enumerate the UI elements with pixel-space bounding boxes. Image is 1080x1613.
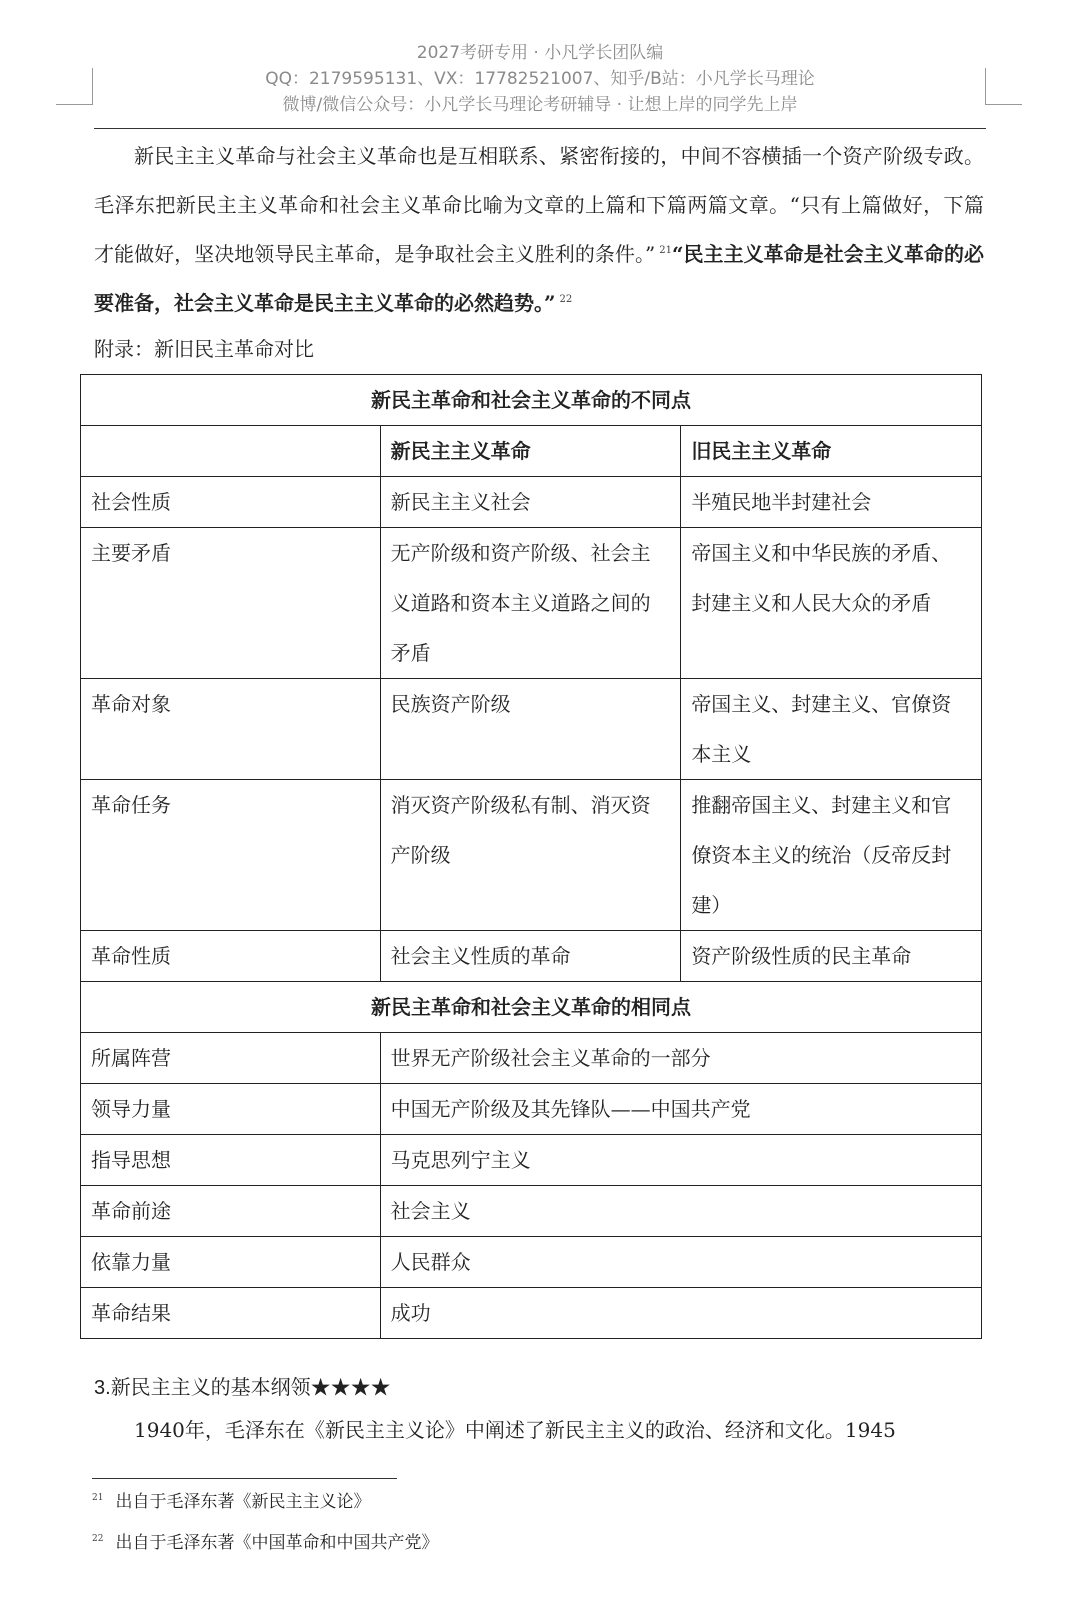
footnote-22 [92, 1531, 438, 1555]
cell-new: 新民主主义社会 [380, 477, 681, 528]
table-row [81, 1084, 982, 1135]
cell-value: 成功 [380, 1288, 981, 1339]
cell-old: 半殖民地半封建社会 [681, 477, 982, 528]
footnote-ref-21[interactable]: 21 [659, 245, 672, 257]
table-row [81, 375, 982, 426]
table-row [81, 1186, 982, 1237]
cell-value: 中国无产阶级及其先锋队——中国共产党 [380, 1084, 981, 1135]
footnote-text: 出自于毛泽东著《中国革命和中国共产党》 [115, 1533, 439, 1553]
cell-new: 社会主义性质的革命 [380, 931, 681, 982]
header-line-3: 微博/微信公众号：小凡学长马理论考研辅导 · 让想上岸的同学先上岸 [282, 95, 798, 115]
intro-bold-quote: “民主主义革命是社会主义革命的必要准备，社会主义革命是民主主义革命的必然趋势。” [94, 242, 984, 315]
section-number: 3. [94, 1377, 111, 1399]
header-line-1: 2027考研专用 · 小凡学长团队编 [416, 43, 664, 63]
diff-header: 新民主革命和社会主义革命的不同点 [81, 375, 982, 426]
header-line-2: QQ：2179595131、VX：17782521007、知乎/B站：小凡学长马理论 [265, 69, 815, 89]
intro-text: 新民主主义革命与社会主义革命也是互相联系、紧密衔接的，中间不容横插一个资产阶级专政。毛泽东把新民主主义革命和社会主义革命比喻为文章的上篇和下篇两篇文章。“只有上篇做好，下篇才能做好，坚决地领导民主革命，是争取社会主义胜利的条件。” [94, 144, 984, 266]
cell-old: 帝国主义和中华民族的矛盾、封建主义和人民大众的矛盾 [681, 528, 982, 679]
section-paragraph: 1940年，毛泽东在《新民主主义论》中阐述了新民主主义的政治、经济和文化。1945 [134, 1418, 896, 1442]
cell-new: 民族资产阶级 [380, 679, 681, 780]
footnote-divider [92, 1478, 397, 1479]
row-label: 依靠力量 [81, 1237, 381, 1288]
col-header-new: 新民主主义革命 [380, 426, 681, 477]
col-header-old: 旧民主主义革命 [681, 426, 982, 477]
comparison-table [80, 374, 982, 1339]
table-row [81, 931, 982, 982]
table-row [81, 780, 982, 931]
footnote-number: 22 [92, 1534, 104, 1545]
cell-value: 世界无产阶级社会主义革命的一部分 [380, 1033, 981, 1084]
table-row [81, 679, 982, 780]
cell-new: 消灭资产阶级私有制、消灭资产阶级 [380, 780, 681, 931]
row-label: 所属阵营 [81, 1033, 381, 1084]
row-label: 革命对象 [81, 679, 381, 780]
table-row [81, 1288, 982, 1339]
cell-value: 人民群众 [380, 1237, 981, 1288]
section-title-text: 新民主主义的基本纲领★★★★ [110, 1375, 391, 1399]
cell-old: 资产阶级性质的民主革命 [681, 931, 982, 982]
row-label: 革命前途 [81, 1186, 381, 1237]
table-row [81, 528, 982, 679]
footnote-number: 21 [92, 1493, 104, 1504]
header-divider [94, 128, 986, 129]
appendix-title: 附录：新旧民主革命对比 [94, 337, 314, 361]
row-label: 革命任务 [81, 780, 381, 931]
row-label: 革命结果 [81, 1288, 381, 1339]
intro-paragraph [94, 132, 984, 328]
footnote-ref-22[interactable]: 22 [559, 294, 573, 306]
table-row [81, 982, 982, 1033]
cell-value: 马克思列宁主义 [380, 1135, 981, 1186]
row-label: 指导思想 [81, 1135, 381, 1186]
page-header [0, 40, 1080, 118]
table-row [81, 1237, 982, 1288]
same-header: 新民主革命和社会主义革命的相同点 [81, 982, 982, 1033]
footnote-text: 出自于毛泽东著《新民主主义论》 [115, 1492, 371, 1512]
table-row [81, 426, 982, 477]
row-label: 社会性质 [81, 477, 381, 528]
row-label: 主要矛盾 [81, 528, 381, 679]
row-label: 革命性质 [81, 931, 381, 982]
row-label: 领导力量 [81, 1084, 381, 1135]
table-row [81, 477, 982, 528]
cell-old: 推翻帝国主义、封建主义和官僚资本主义的统治（反帝反封建） [681, 780, 982, 931]
footnote-21 [92, 1490, 370, 1514]
col-header-empty [81, 426, 381, 477]
table-row [81, 1135, 982, 1186]
cell-new: 无产阶级和资产阶级、社会主义道路和资本主义道路之间的矛盾 [380, 528, 681, 679]
cell-old: 帝国主义、封建主义、官僚资本主义 [681, 679, 982, 780]
cell-value: 社会主义 [380, 1186, 981, 1237]
table-row [81, 1033, 982, 1084]
